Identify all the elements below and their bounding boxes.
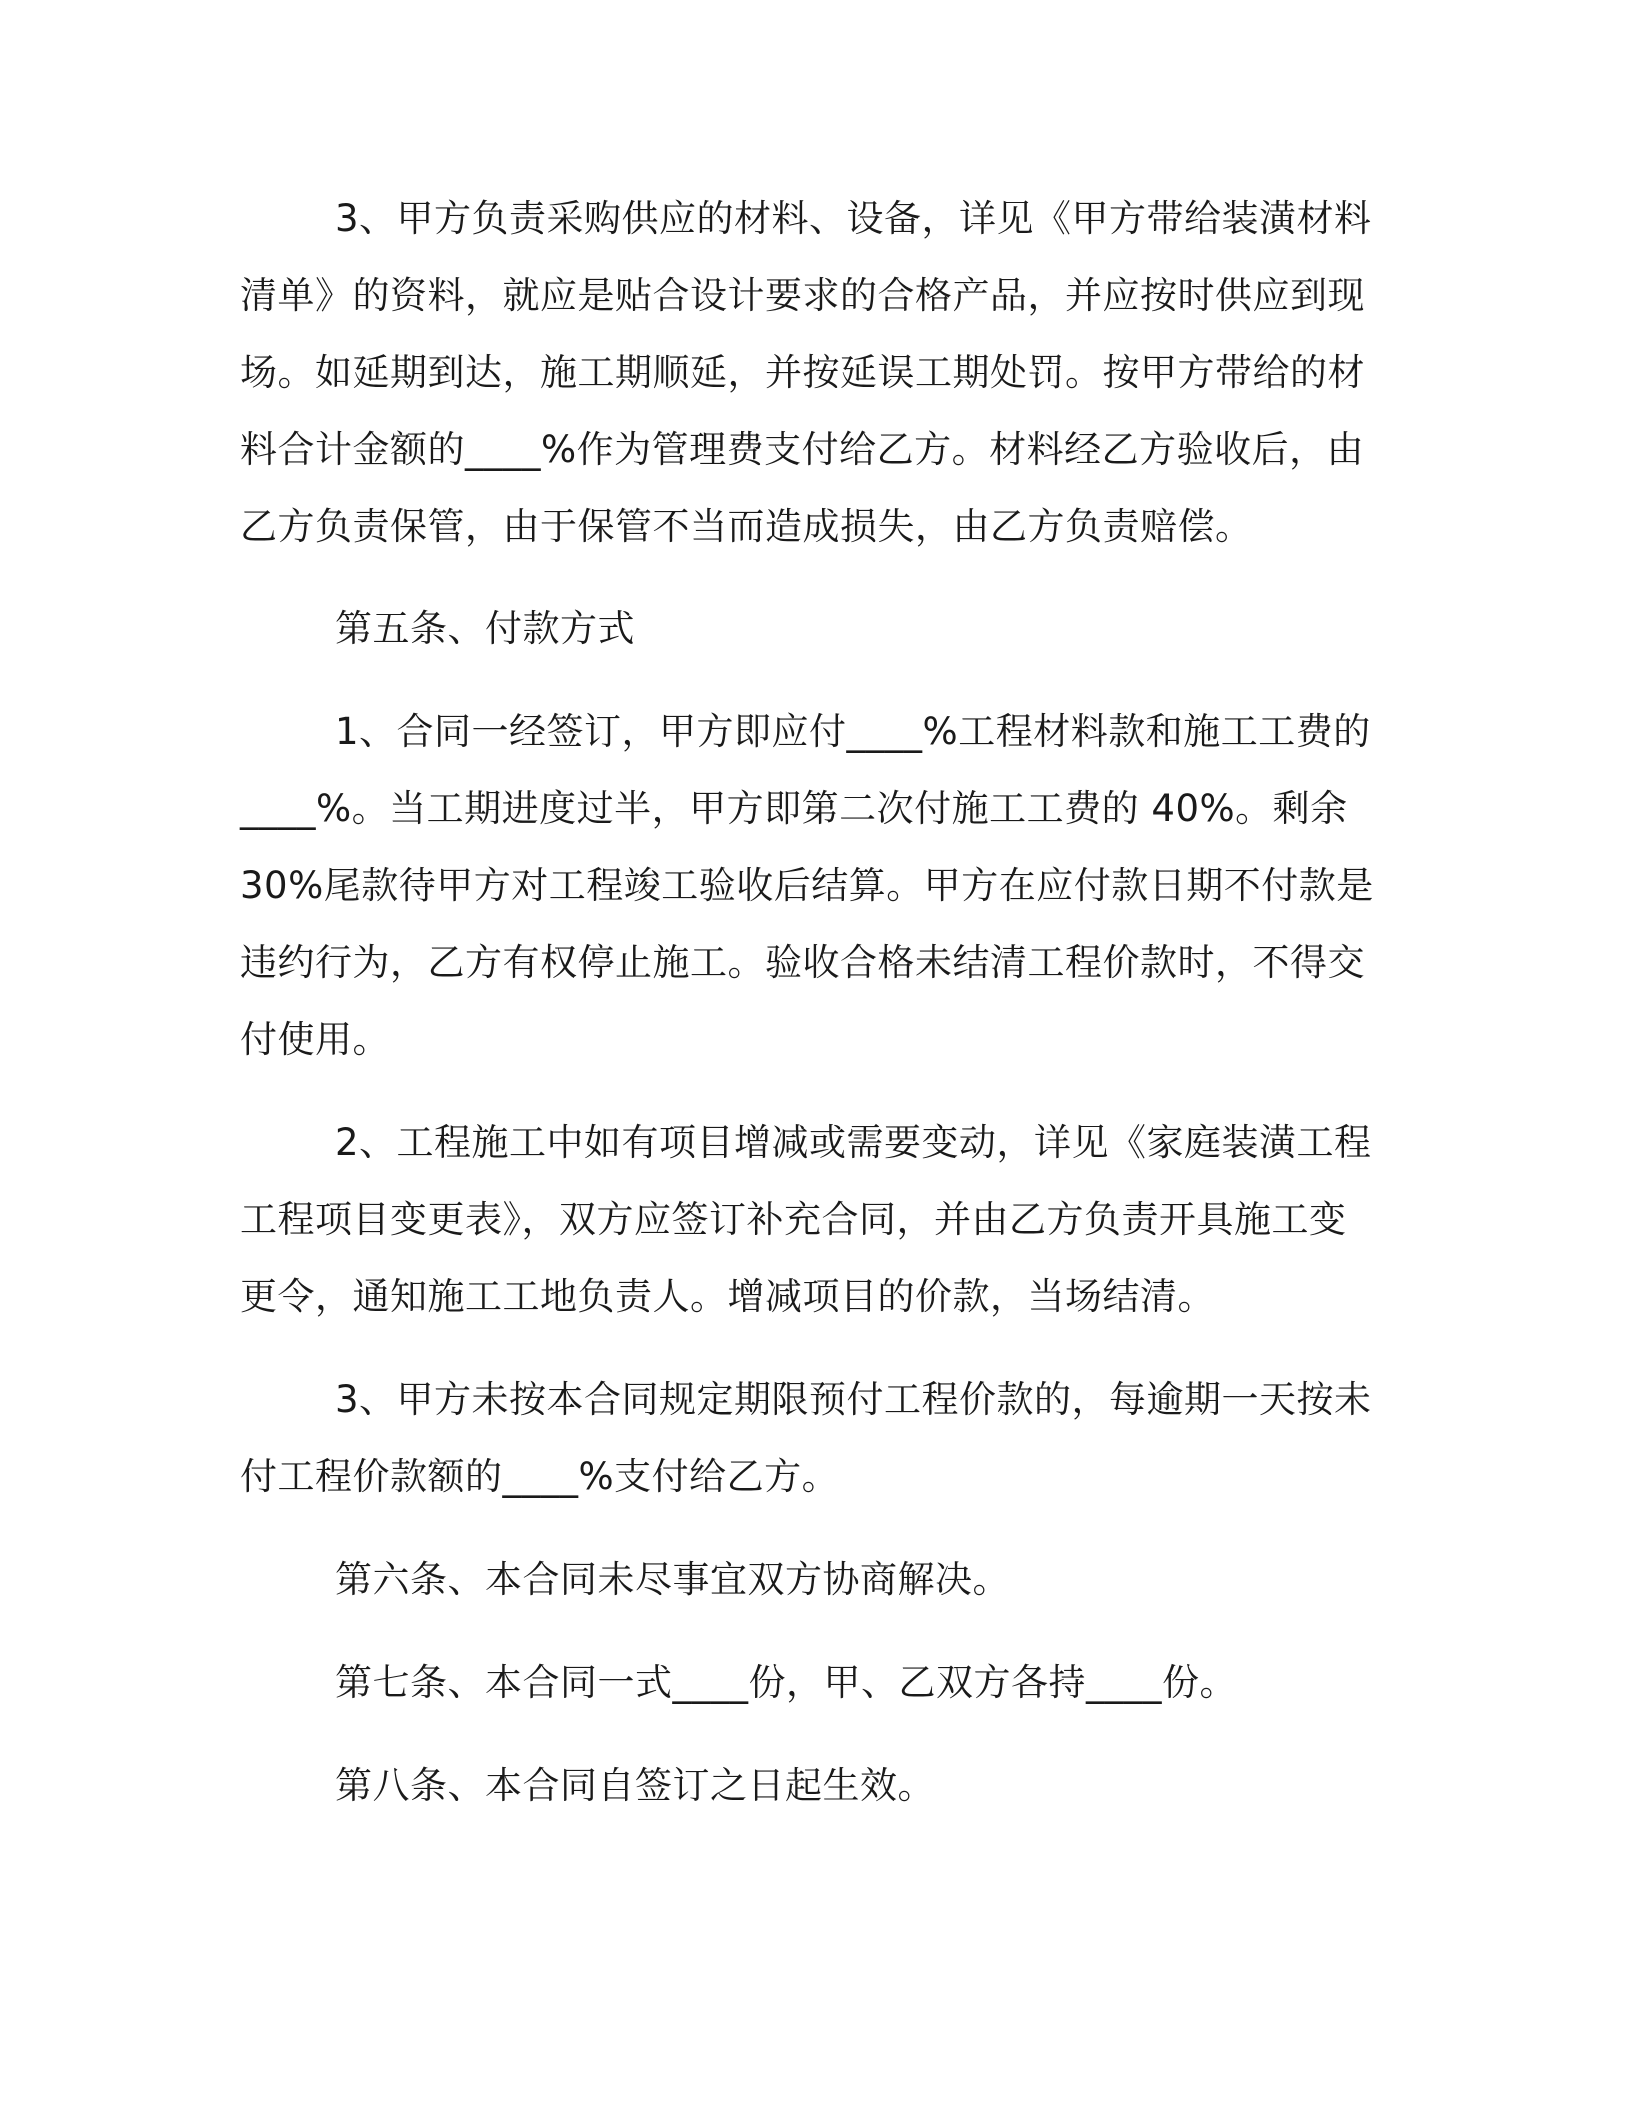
text-line: ____%。当工期进度过半，甲方即第二次付施工工费的 40%。剩余	[240, 787, 1348, 830]
text-line: 料合计金额的____%作为管理费支付给乙方。材料经乙方验收后，由	[240, 428, 1365, 471]
text-line: 3、甲方未按本合同规定期限预付工程价款的，每逾期一天按未	[335, 1378, 1372, 1421]
text-line: 1、合同一经签订，甲方即应付____%工程材料款和施工工费的	[335, 710, 1371, 753]
text-line: 更令，通知施工工地负责人。增减项目的价款，当场结清。	[240, 1275, 1215, 1318]
text-line: 工程项目变更表》，双方应签订补充合同，并由乙方负责开具施工变	[240, 1198, 1347, 1241]
text-line: 场。如延期到达，施工期顺延，并按延误工期处罚。按甲方带给的材	[240, 351, 1365, 394]
text-line: 付工程价款额的____%支付给乙方。	[240, 1455, 840, 1498]
text-line: 第六条、本合同未尽事宜双方协商解决。	[335, 1558, 1010, 1601]
heading-text: 第五条、付款方式	[335, 607, 635, 650]
text-line: 违约行为，乙方有权停止施工。验收合格未结清工程价款时，不得交	[240, 941, 1365, 984]
text-line: 清单》的资料，就应是贴合设计要求的合格产品，并应按时供应到现	[240, 274, 1365, 317]
text-line: 2、工程施工中如有项目增减或需要变动，详见《家庭装潢工程	[335, 1121, 1372, 1164]
text-line: 30%尾款待甲方对工程竣工验收后结算。甲方在应付款日期不付款是	[240, 864, 1374, 907]
text-line: 乙方负责保管，由于保管不当而造成损失，由乙方负责赔偿。	[240, 505, 1253, 548]
text-line: 第八条、本合同自签订之日起生效。	[335, 1764, 935, 1807]
text-line: 3、甲方负责采购供应的材料、设备，详见《甲方带给装潢材料	[335, 197, 1372, 240]
text-line: 第七条、本合同一式____份，甲、乙双方各持____份。	[335, 1661, 1237, 1704]
text-line: 付使用。	[240, 1018, 390, 1061]
